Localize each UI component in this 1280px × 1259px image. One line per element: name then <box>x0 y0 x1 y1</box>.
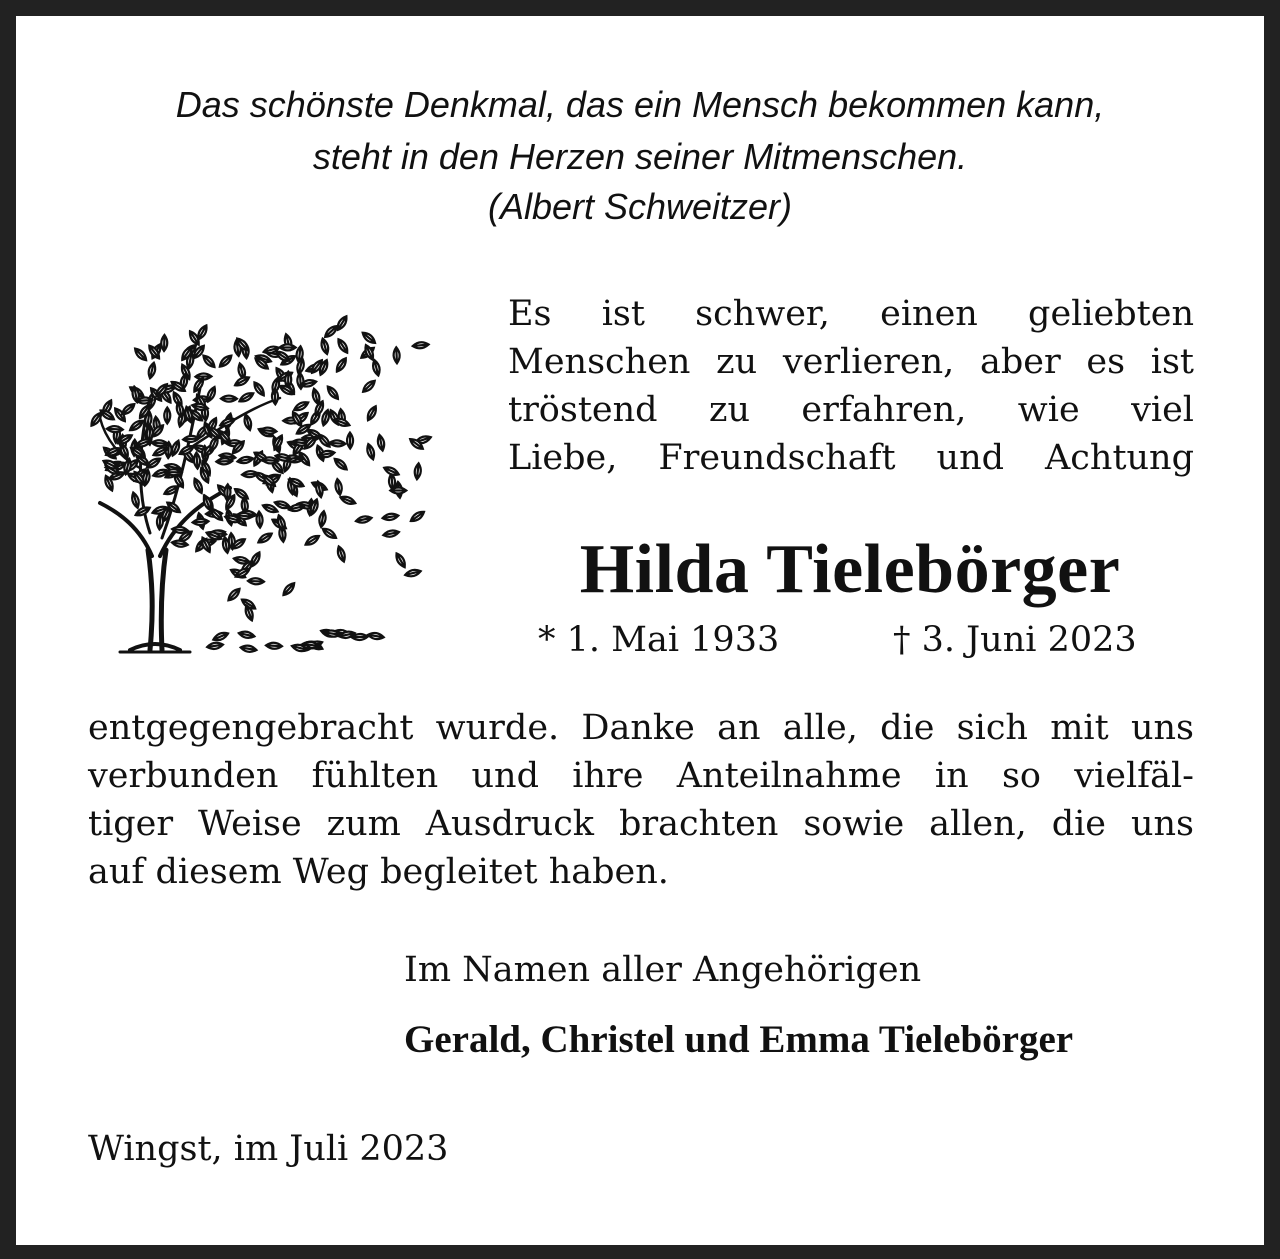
leaf-mark <box>293 400 310 413</box>
leaf-mark <box>262 457 278 464</box>
leaf-mark <box>156 513 163 529</box>
body-line-2: verbunden fühlten und ihre Anteilnahme in so vielfäl- <box>88 756 1194 796</box>
leaf-mark <box>393 347 400 363</box>
leaf-mark <box>212 631 229 643</box>
leaf-mark <box>257 531 274 545</box>
leaf-mark <box>163 484 180 497</box>
leaf-mark <box>323 324 339 339</box>
leaf-mark <box>321 526 338 540</box>
leaf-mark <box>318 511 327 528</box>
leaf-mark <box>383 465 400 477</box>
body-paragraph <box>88 704 1194 896</box>
leaf-mark <box>377 434 386 451</box>
death-date: † 3. Juni 2023 <box>893 620 1137 660</box>
birth-date: * 1. Mai 1933 <box>538 620 780 660</box>
leaf-mark <box>394 552 407 569</box>
leaf-mark <box>365 443 376 460</box>
leaf-mark <box>412 342 429 350</box>
leaf-mark <box>192 518 208 525</box>
leaf-mark <box>208 435 220 452</box>
leaf-mark <box>238 391 255 404</box>
leaf-mark <box>333 417 350 428</box>
leaf-mark <box>175 401 185 418</box>
leaf-mark <box>243 414 253 431</box>
leaf-mark <box>123 458 132 475</box>
leaf-mark <box>164 407 170 423</box>
leaf-mark <box>414 463 422 480</box>
leaf-mark <box>334 357 348 374</box>
leaf-mark <box>304 533 321 547</box>
leaf-mark <box>135 437 152 448</box>
intro-line-1: Es ist schwer, einen geliebten <box>508 294 1194 334</box>
leaf-mark <box>336 545 347 562</box>
leaf-mark <box>280 344 296 350</box>
leaf-mark <box>219 416 236 428</box>
leaf-mark <box>361 330 377 345</box>
body-line-1: entgegengebracht wurde. Danke an alle, die sich mit uns <box>88 708 1194 748</box>
leaf-mark <box>347 433 353 449</box>
leaf-mark <box>207 642 224 650</box>
leaf-mark <box>339 495 356 506</box>
intro-line-2: Menschen zu verlieren, aber es ist <box>508 342 1194 382</box>
leaf-mark <box>336 338 350 355</box>
leaf-mark <box>133 347 148 363</box>
leaf-mark <box>382 513 399 521</box>
leaf-mark <box>329 440 345 447</box>
leaf-mark <box>221 396 237 402</box>
leaf-mark <box>166 469 182 475</box>
leaf-mark <box>130 492 140 509</box>
leaf-mark <box>252 381 266 397</box>
leaf-mark <box>147 362 157 379</box>
intro-line-4: Liebe, Freundschaft und Achtung <box>508 438 1194 478</box>
quote-line-2: steht in den Herzen seiner Mitmenschen. <box>312 136 968 177</box>
leaf-mark <box>233 556 250 565</box>
leaf-mark <box>404 568 421 578</box>
leaf-mark <box>196 324 209 341</box>
leaf-mark <box>218 353 234 368</box>
leaf-mark <box>409 509 426 523</box>
leaf-mark <box>183 435 199 442</box>
intro-paragraph <box>508 290 1194 482</box>
leaf-mark <box>367 632 384 640</box>
leaf-mark <box>102 458 119 471</box>
leaf-mark <box>248 578 264 585</box>
leaf-mark <box>333 457 349 472</box>
leaf-mark <box>226 587 241 603</box>
leaf-mark <box>256 511 263 527</box>
body-line-3: tiger Weise zum Ausdruck brachten sowie allen, die uns <box>88 804 1194 844</box>
leaf-mark <box>334 479 343 496</box>
leaf-mark <box>233 487 249 501</box>
leaf-mark <box>281 581 296 597</box>
leaf-mark <box>107 426 123 433</box>
leaf-mark <box>192 477 204 494</box>
leaf-mark <box>325 385 340 401</box>
place-and-date: Wingst, im Juli 2023 <box>88 1129 449 1169</box>
closing-intro: Im Namen aller Angehörigen <box>404 950 922 990</box>
leaf-mark <box>371 359 381 376</box>
leaf-mark <box>205 386 217 403</box>
leaf-mark <box>216 458 232 465</box>
body-line-4: auf diesem Weg begleitet haben. <box>88 852 669 892</box>
signers-names: Gerald, Christel und Emma Tielebörger <box>404 1018 1074 1061</box>
leaf-mark <box>361 379 377 394</box>
quote-line-1: Das schönste Denkmal, das ein Mensch bekommen kann, <box>175 84 1105 125</box>
leaf-mark <box>355 515 372 524</box>
leaf-mark <box>201 353 216 369</box>
leaf-mark <box>390 487 406 493</box>
leaf-mark <box>238 630 255 639</box>
leaf-mark <box>276 514 287 531</box>
quote-author: (Albert Schweitzer) <box>487 186 793 227</box>
leaf-mark <box>266 642 282 649</box>
leaf-mark <box>383 529 400 538</box>
leaf-mark <box>120 402 136 417</box>
leaf-mark <box>161 335 167 351</box>
deceased-name: Hilda Tielebörger <box>579 531 1121 608</box>
tree-with-falling-leaves-icon <box>80 288 440 660</box>
leaf-mark <box>240 645 257 653</box>
leaf-mark <box>365 405 378 422</box>
intro-line-3: tröstend zu erfahren, wie viel <box>508 390 1194 430</box>
leaf-mark <box>335 315 349 332</box>
leaf-mark <box>320 338 330 355</box>
leaf-mark <box>237 456 254 465</box>
